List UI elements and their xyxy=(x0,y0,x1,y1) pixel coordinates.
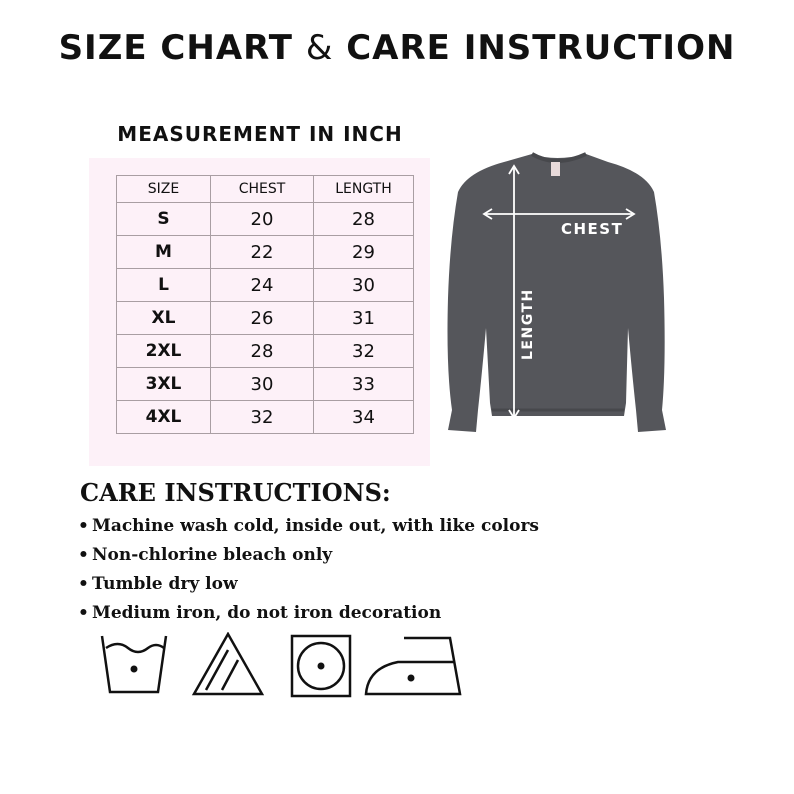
length-label: LENGTH xyxy=(520,288,536,360)
length-cell: 29 xyxy=(314,236,414,269)
care-item-text: Tumble dry low xyxy=(92,574,238,594)
length-cell: 28 xyxy=(314,203,414,236)
chest-cell: 28 xyxy=(211,335,314,368)
table-row xyxy=(117,203,414,236)
chest-cell: 32 xyxy=(211,401,314,434)
size-cell: 4XL xyxy=(117,401,211,434)
care-list xyxy=(78,512,539,628)
title-care-instruction: CARE INSTRUCTION xyxy=(346,28,736,68)
table-row xyxy=(117,269,414,302)
list-item xyxy=(78,570,539,599)
length-cell: 33 xyxy=(314,368,414,401)
size-table-header xyxy=(117,176,414,203)
size-cell: L xyxy=(117,269,211,302)
care-item-text: Machine wash cold, inside out, with like colors xyxy=(92,516,539,536)
length-cell: 34 xyxy=(314,401,414,434)
size-table xyxy=(116,175,414,434)
column-header-chest: CHEST xyxy=(211,176,314,203)
tumble-dry-low-icon xyxy=(292,636,350,696)
chest-cell: 24 xyxy=(211,269,314,302)
bullet: • xyxy=(78,516,89,536)
table-row xyxy=(117,302,414,335)
table-row xyxy=(117,401,414,434)
chest-cell: 30 xyxy=(211,368,314,401)
size-cell: XL xyxy=(117,302,211,335)
measurement-subtitle: MEASUREMENT IN INCH xyxy=(117,122,403,146)
bullet: • xyxy=(78,574,89,594)
column-header-size: SIZE xyxy=(117,176,211,203)
title-ampersand: & xyxy=(305,28,334,68)
title-size-chart: SIZE CHART xyxy=(58,28,293,68)
bullet: • xyxy=(78,603,89,623)
size-cell: M xyxy=(117,236,211,269)
length-cell: 31 xyxy=(314,302,414,335)
length-cell: 30 xyxy=(314,269,414,302)
table-row xyxy=(117,368,414,401)
size-cell: 3XL xyxy=(117,368,211,401)
table-row xyxy=(117,236,414,269)
list-item xyxy=(78,541,539,570)
sweatshirt-illustration xyxy=(440,148,672,438)
size-cell: 2XL xyxy=(117,335,211,368)
list-item xyxy=(78,599,539,628)
wash-cold-icon xyxy=(102,636,166,692)
chest-cell: 26 xyxy=(211,302,314,335)
sweatshirt-tag xyxy=(551,162,560,176)
care-title: CARE INSTRUCTIONS: xyxy=(80,478,391,507)
size-cell: S xyxy=(117,203,211,236)
care-item-text: Medium iron, do not iron decoration xyxy=(92,603,442,623)
length-cell: 32 xyxy=(314,335,414,368)
bullet: • xyxy=(78,545,89,565)
medium-iron-icon xyxy=(366,638,460,694)
care-icons xyxy=(98,632,468,704)
care-item-text: Non-chlorine bleach only xyxy=(92,545,333,565)
list-item xyxy=(78,512,539,541)
chest-label: CHEST xyxy=(561,220,624,238)
chest-cell: 20 xyxy=(211,203,314,236)
sweatshirt-body xyxy=(448,154,667,432)
table-row xyxy=(117,335,414,368)
column-header-length: LENGTH xyxy=(314,176,414,203)
chest-cell: 22 xyxy=(211,236,314,269)
non-chlorine-bleach-icon xyxy=(194,634,262,694)
page-title xyxy=(0,28,794,68)
